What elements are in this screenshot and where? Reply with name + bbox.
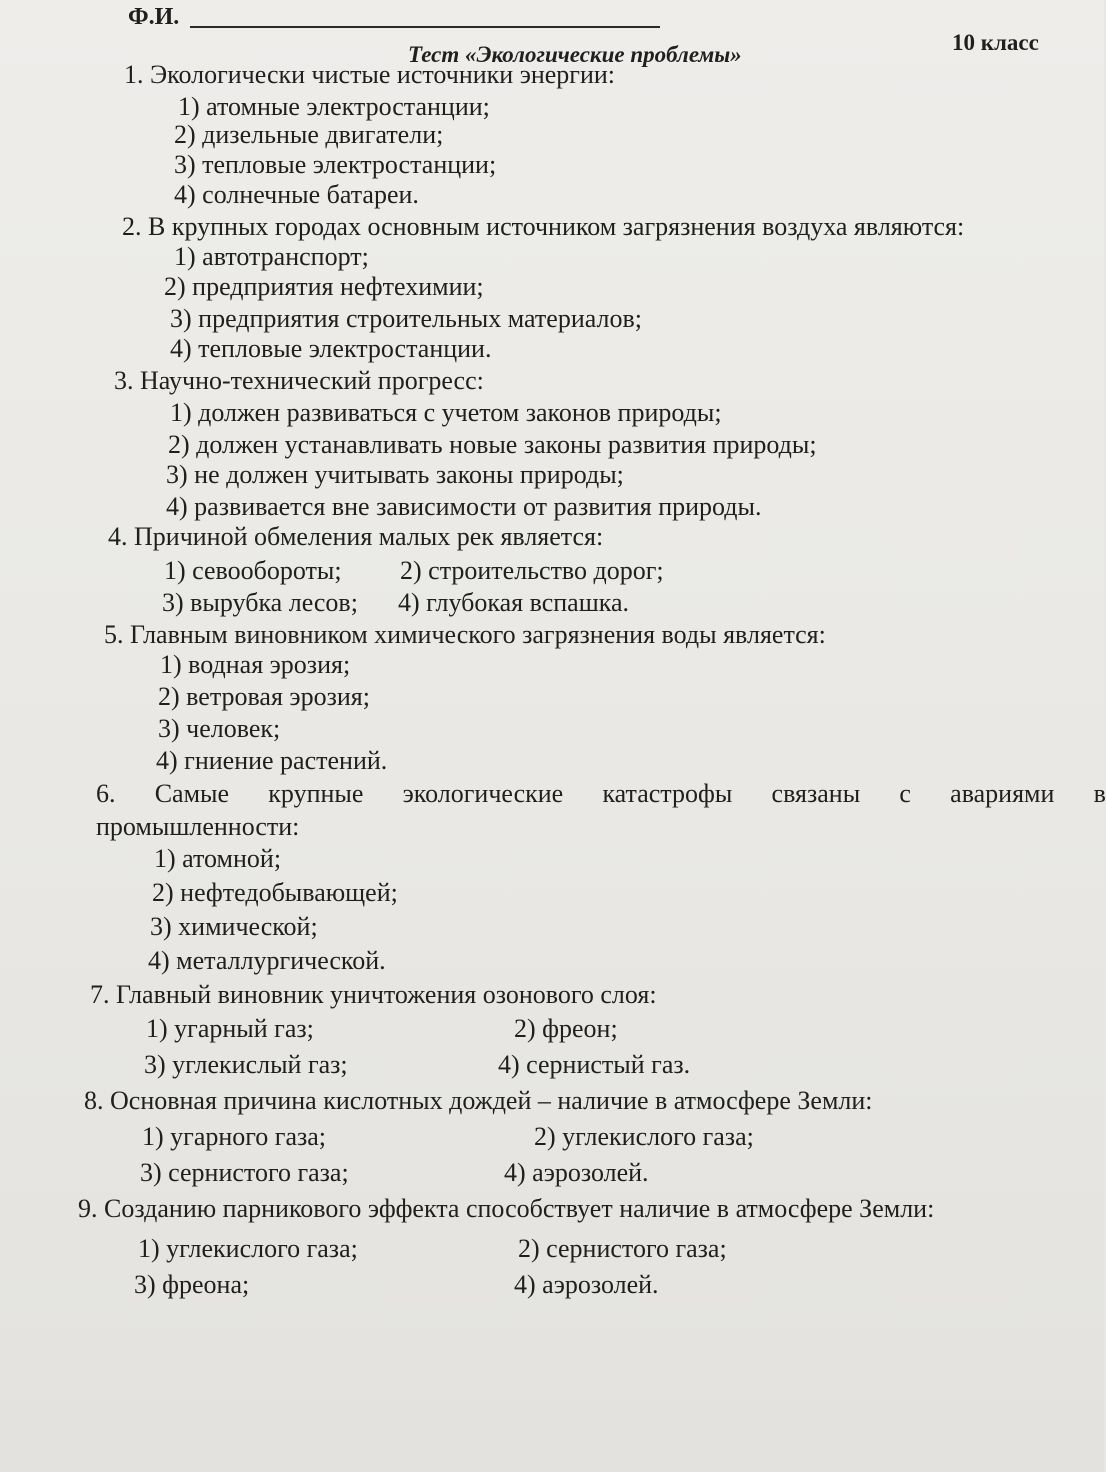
name-label: Ф.И. [128,4,180,30]
question-5-option-4: 4) гниение растений. [156,746,388,775]
question-3-option-3: 3) не должен учитывать законы природы; [166,460,624,489]
question-3-option-4: 4) развивается вне зависимости от развития природы. [166,492,762,521]
question-7: 7. Главный виновник уничтожения озонового слоя: [90,980,657,1009]
question-3-option-1: 1) должен развиваться с учетом законов природы; [170,398,722,427]
question-6-option-4: 4) металлургической. [148,946,386,975]
question-4: 4. Причиной обмеления малых рек является: [108,522,604,551]
question-4-option-2: 2) строительство дорог; [400,556,664,585]
question-2-option-3: 3) предприятия строительных материалов; [170,304,642,333]
question-1-option-2: 2) дизельные двигатели; [174,120,444,149]
question-5-option-3: 3) человек; [158,714,281,743]
name-blank-line [190,26,660,28]
question-7-option-4: 4) сернистый газ. [498,1050,691,1079]
question-2-option-4: 4) тепловые электростанции. [170,334,492,363]
test-title: Тест «Экологические проблемы» [408,42,742,67]
grade-label: 10 класс [952,30,1039,55]
question-5-option-2: 2) ветровая эрозия; [158,682,370,711]
question-3-option-2: 2) должен устанавливать новые законы развития природы; [168,430,817,459]
question-8-option-1: 1) угарного газа; [142,1122,327,1151]
question-6-word: крупные [268,779,364,808]
question-6-option-1: 1) атомной; [154,844,282,873]
question-6-option-2: 2) нефтедобывающей; [152,878,398,907]
question-6-word: Самые [154,779,230,808]
question-1-option-4: 4) солнечные батареи. [174,180,419,209]
question-7-option-1: 1) угарный газ; [146,1014,314,1043]
question-4-option-1: 1) севообороты; [164,556,342,585]
question-2-option-1: 1) автотранспорт; [174,242,369,271]
question-8: 8. Основная причина кислотных дождей – наличие в атмосфере Земли: [84,1086,873,1115]
question-6-option-3: 3) химической; [150,912,318,941]
question-3: 3. Научно-технический прогресс: [114,366,484,395]
question-9: 9. Созданию парникового эффекта способствует наличие в атмосфере Земли: [78,1194,935,1223]
question-2: 2. В крупных городах основным источником загрязнения воздуха являются: [122,212,965,241]
question-6-word: катастрофы [602,779,733,808]
question-2-option-2: 2) предприятия нефтехимии; [164,272,484,301]
question-1: 1. Экологически чистые источники энергии: [124,60,616,89]
question-8-option-2: 2) углекислого газа; [534,1122,754,1151]
question-1-option-1: 1) атомные электростанции; [178,92,490,121]
question-7-option-2: 2) фреон; [514,1014,618,1043]
question-9-option-3: 3) фреона; [134,1270,250,1299]
question-8-option-3: 3) сернистого газа; [140,1158,349,1187]
question-5: 5. Главным виновником химического загрязнения воды является: [104,620,826,649]
question-8-option-4: 4) аэрозолей. [504,1158,649,1187]
question-1-option-3: 3) тепловые электростанции; [174,150,497,179]
question-6-continuation: промышленности: [96,812,300,841]
question-6-word: в [1093,779,1106,808]
question-9-option-1: 1) углекислого газа; [138,1234,358,1263]
question-9-option-4: 4) аэрозолей. [514,1270,659,1299]
question-6-word: с [899,779,911,808]
question-7-option-3: 3) углекислый газ; [144,1050,348,1079]
question-6 [96,778,1106,810]
question-4-option-4: 4) глубокая вспашка. [398,588,630,617]
question-5-option-1: 1) водная эрозия; [160,650,351,679]
question-6-word: 6. [96,779,116,808]
question-6-word: экологические [402,779,564,808]
question-6-word: авариями [950,779,1055,808]
question-4-option-3: 3) вырубка лесов; [162,588,358,617]
question-9-option-2: 2) сернистого газа; [518,1234,727,1263]
question-6-word: связаны [771,779,861,808]
